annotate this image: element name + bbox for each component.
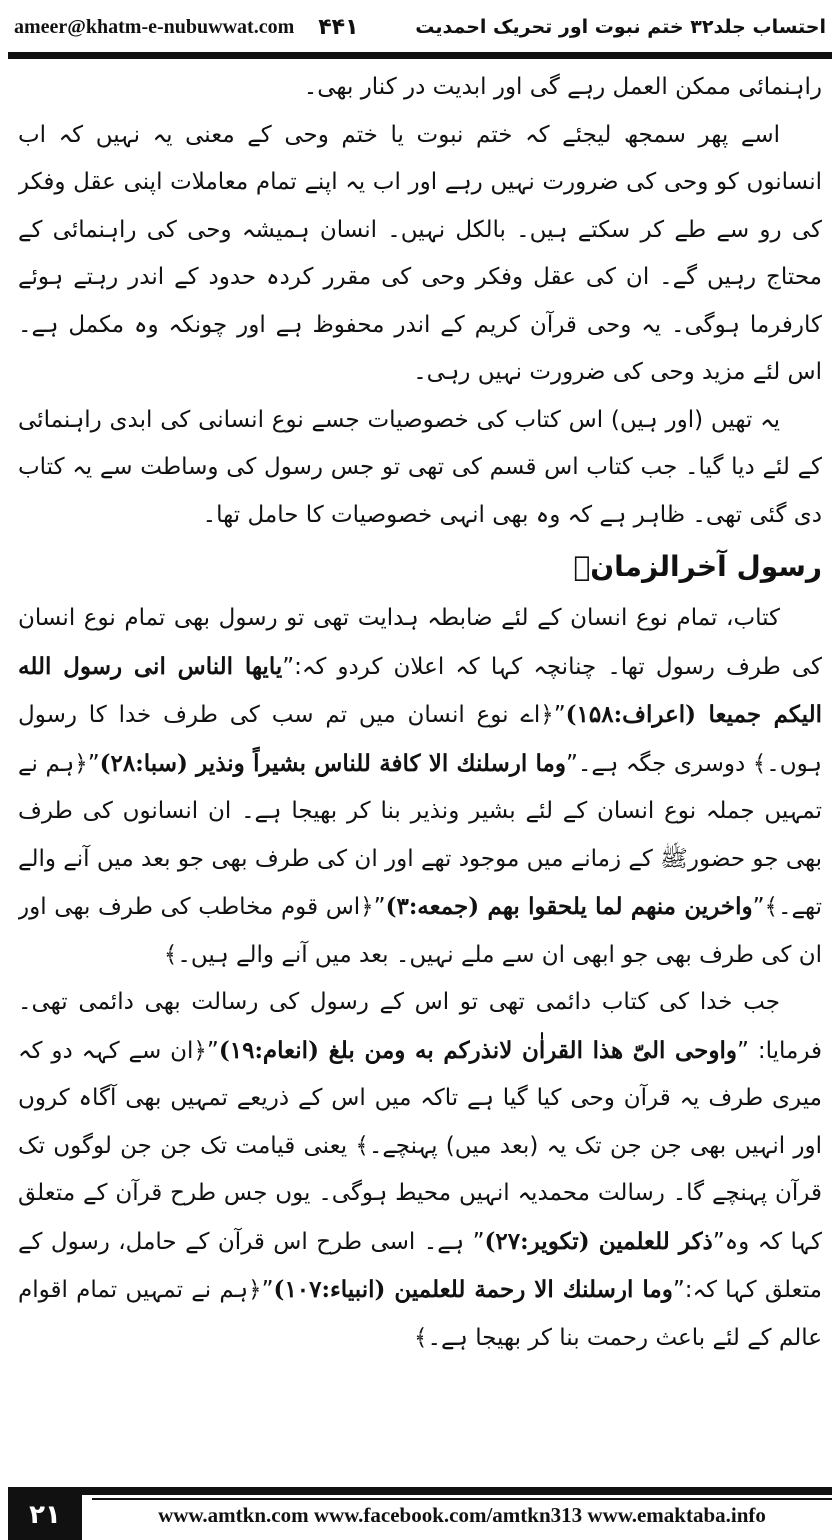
paragraph-2: اسے پھر سمجھ لیجئے کہ ختم نبوت یا ختم وحی کے معنی یہ نہیں کہ اب انسانوں کو وحی کی ضرورت نہیں رہے اور اب یہ اپنے تمام معاملات اپنی عقل وفکر کی رو سے طے کر سکتے ہیں۔ بالکل نہیں۔ انسان ہمیشہ وحی کی راہنمائی کے محتاج رہیں گے۔ ان کی عقل وفکر وحی کی مقرر کردہ حدود کے اندر رہتے ہوئے کارفرما ہوگی۔ یہ وحی قرآن کریم کے اندر محفوظ ہے اور چونکہ وہ مکمل ہے۔ اس لئے مزید وحی کی ضرورت نہیں رہی۔ bbox=[18, 121, 822, 385]
paragraph-4 bbox=[18, 595, 822, 979]
p4-arabic-2: وما ارسلنك الا كافة للناس بشیراً ونذیر (سبا:۲۸) bbox=[99, 749, 566, 777]
p5-text-b: ”﴿ان سے کہہ دو کہ میری طرف یہ قرآن وحی کیا گیا ہے تاکہ میں اس کے ذریعے تمہیں بھی آگاہ کروں اور انہیں بھی جن جن تک یہ (بعد میں) پہنچے۔﴾ یعنی قیامت تک جن جن لوگوں تک قرآن پہنچے گا۔ رسالت محمدیہ انہیں محیط ہوگی۔ یوں جس طرح قرآن کے متعلق کہا کہ وہ” bbox=[18, 1037, 822, 1255]
footer-rule-thin bbox=[92, 1498, 832, 1500]
section-heading: رسول آخرالزمانؐ bbox=[573, 550, 822, 583]
p5-text-a: جب خدا کی کتاب دائمی تھی تو اس کے رسول کی رسالت بھی دائمی تھی۔ فرمایا: ” bbox=[18, 989, 822, 1064]
p4-text-a: کتاب، تمام نوع انسان کے لئے ضابطہ ہدایت تھی تو رسول بھی تمام نوع انسان کی طرف رسول تھا۔ چنانچہ کہا کہ اعلان کردو کہ:” bbox=[18, 605, 822, 680]
header-email: ameer@khatm-e-nubuwwat.com bbox=[14, 15, 295, 38]
page-header bbox=[8, 6, 832, 48]
footer-links: www.amtkn.com www.facebook.com/amtkn313 www.emaktaba.info bbox=[158, 1503, 766, 1527]
p5-arabic-2: ذکر للعلمین (تکویر:۲۷) bbox=[484, 1227, 713, 1255]
header-page-number: ۴۴۱ bbox=[318, 14, 359, 40]
page-body bbox=[18, 64, 822, 1460]
paragraph-5 bbox=[18, 979, 822, 1362]
p5-arabic-3: وما ارسلنك الا رحمة للعلمین (انبیاء:۱۰۷) bbox=[273, 1276, 673, 1303]
p4-text-d: ”﴿اس قوم مخاطب کی طرف بھی اور ان کی طرف بھی جو ابھی ان سے ملے نہیں۔ بعد میں آنے والے ہیں۔﴾ bbox=[18, 894, 822, 968]
p5-text-d: ”﴿ہم نے تمہیں تمام اقوام عالم کے لئے باعث رحمت بنا کر بھیجا ہے۔﴾ bbox=[18, 1277, 822, 1351]
header-title: احتساب جلد۳۲ ختم نبوت اور تحریک احمدیت bbox=[415, 16, 826, 38]
header-rule bbox=[8, 52, 832, 59]
p4-arabic-1: یایها الناس انی رسول الله الیکم جمیعا (اعراف:۱۵۸) bbox=[18, 652, 822, 728]
p4-text-b: ”﴿اے نوع انسان میں تم سب کی طرف خدا کا رسول ہوں۔﴾ دوسری جگہ ہے۔” bbox=[18, 702, 822, 777]
p4-arabic-3: واخرین منهم لما یلحقوا بهم (جمعه:۳) bbox=[385, 893, 753, 920]
paragraph-1: راہنمائی ممکن العمل رہے گی اور ابدیت در کنار بھی۔ bbox=[303, 74, 822, 100]
p5-text-c: ” ہے۔ اسی طرح اس قرآن کے حامل، رسول کے متعلق کہا کہ:” bbox=[18, 1228, 822, 1303]
paragraph-3: یہ تھیں (اور ہیں) اس کتاب کی خصوصیات جسے نوع انسانی کی ابدی راہنمائی کے لئے دیا گیا۔ جب کتاب اس قسم کی تھی تو جس رسول کی وساطت سے یہ کتاب دی گئی تھی۔ ظاہر ہے کہ وہ بھی انہی خصوصیات کا حامل تھا۔ bbox=[18, 406, 822, 528]
footer-rule bbox=[8, 1487, 832, 1495]
p5-arabic-1: واوحی الیّ هذا القراٰن لانذرکم به ومن بلغ (انعام:۱۹) bbox=[218, 1036, 737, 1064]
p4-text-c: ”﴿ہم نے تمہیں جملہ نوع انسان کے لئے بشیر ونذیر بنا کر بھیجا ہے۔ ان انسانوں کی طرف بھی جو حضورﷺ کے زمانے میں موجود تھے اور ان کی طرف بھی جو بعد میں آنے والے تھے۔﴾” bbox=[18, 750, 822, 920]
footer-page-number: ۲۱ bbox=[8, 1490, 82, 1540]
